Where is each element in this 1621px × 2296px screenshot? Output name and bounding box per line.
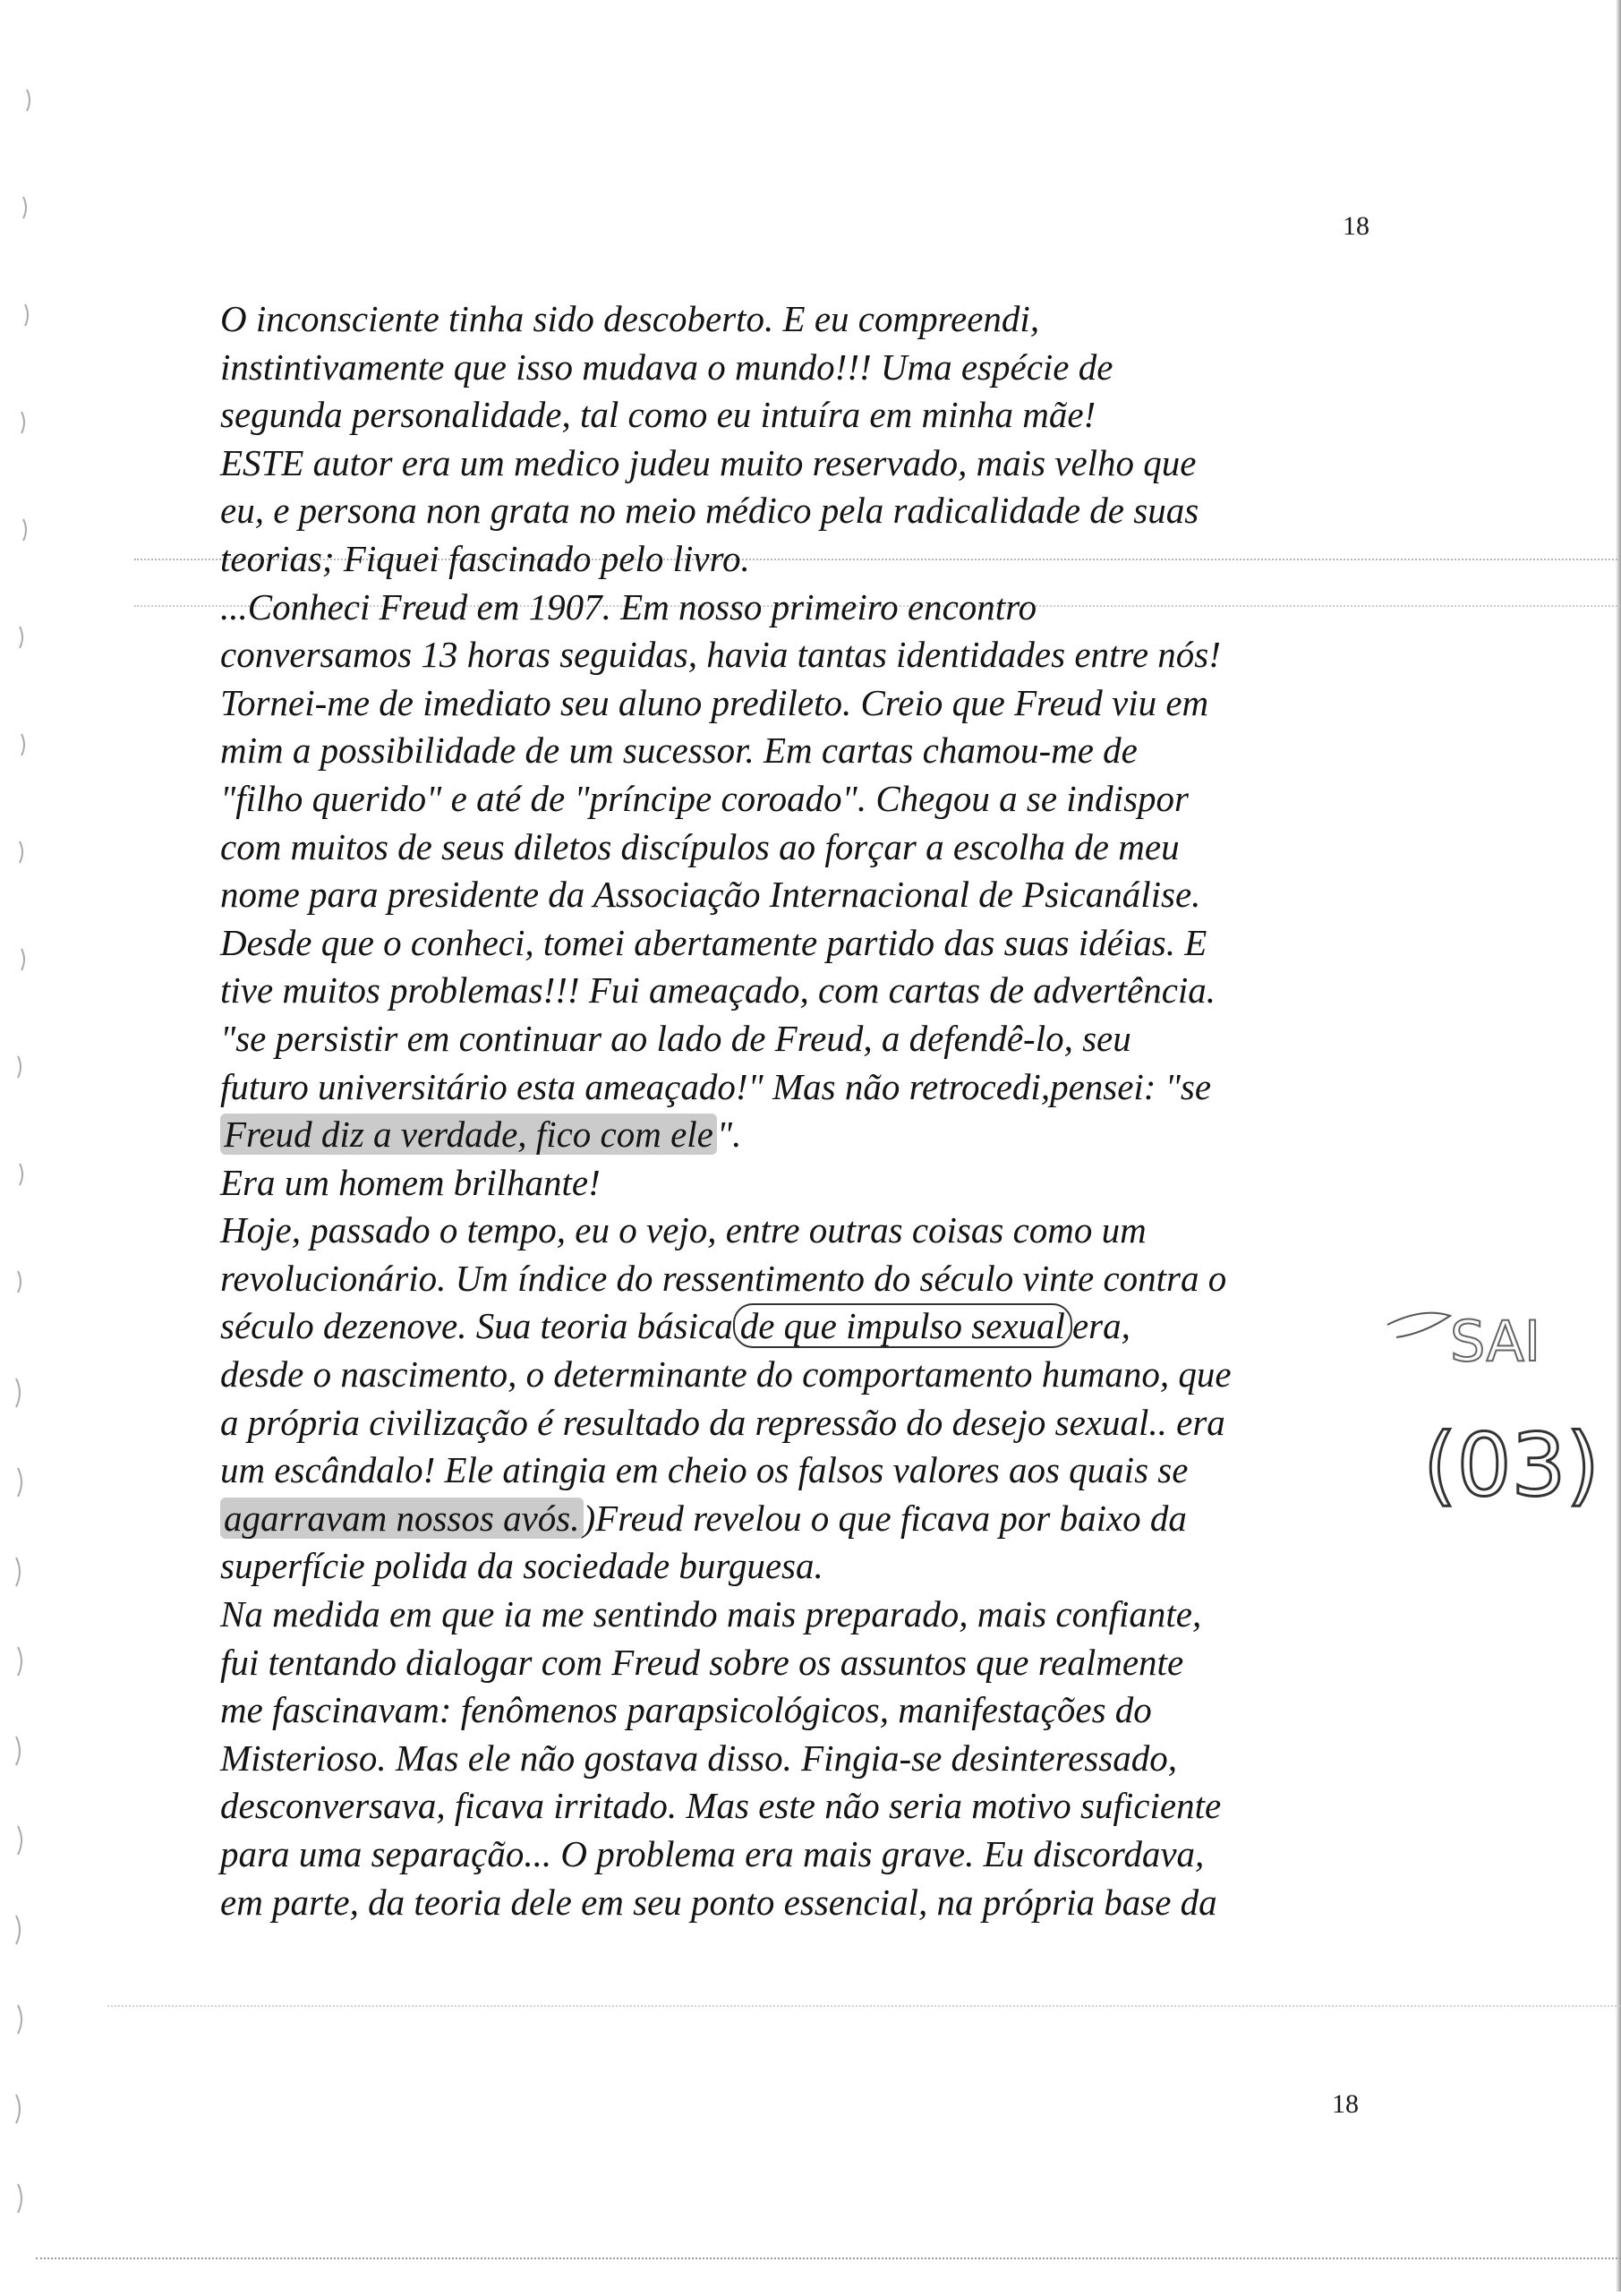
text-line: "filho querido" e até de "príncipe coroado". Chegou a se indispor [220,777,1189,819]
text-line: teorias; Fiquei fascinado pelo livro. [220,537,750,579]
text-line: revolucionário. Um índice do ressentimento do século vinte contra o [220,1257,1227,1299]
scan-artifact-line [107,2005,1620,2009]
text-line [220,1495,1411,1543]
text-line: segunda personalidade, tal como eu intuíra em minha mãe! [220,394,1096,436]
text-line: Hoje, passado o tempo, eu o vejo, entre outras coisas como um [220,1209,1147,1251]
text-line: futuro universitário esta ameaçado!" Mas não retrocedi,pensei: "se [220,1065,1212,1107]
text-line: fui tentando dialogar com Freud sobre os assuntos que realmente [220,1641,1184,1683]
text-segment: século dezenove. Sua teoria básica [220,1305,733,1347]
page-number-bottom: 18 [1332,2089,1359,2119]
text-line: superfície polida da sociedade burguesa. [220,1545,823,1587]
text-line: um escândalo! Ele atingia em cheio os falsos valores aos quais se [220,1449,1189,1491]
text-line: mim a possibilidade de um sucessor. Em cartas chamou-me de [220,730,1138,772]
page-number-top: 18 [1343,211,1369,241]
highlighted-text: agarravam nossos avós. [220,1498,584,1539]
text-line: instintivamente que isso mudava o mundo!!! Uma espécie de [220,346,1113,388]
scan-left-edge [0,0,63,2292]
text-line: para uma separação... O problema era mais grave. Eu discordava, [220,1833,1205,1874]
text-line: Era um homem brilhante! [220,1161,601,1203]
text-segment: ". [716,1114,742,1156]
text-segment: )Freud revelou o que ficava por baixo da [583,1497,1187,1539]
text-line: me fascinavam: fenômenos parapsicológicos, manifestações do [220,1689,1152,1731]
text-line: ...Conheci Freud em 1907. Em nosso primeiro encontro [220,585,1037,627]
text-line [220,1111,1411,1159]
text-line: conversamos 13 horas seguidas, havia tantas identidades entre nós! [220,634,1221,676]
text-line [220,1302,1411,1351]
body-text [220,295,1411,1926]
text-line: tive muitos problemas!!! Fui ameaçado, com cartas de advertência. [220,969,1216,1011]
text-line: desde o nascimento, o determinante do comportamento humano, que [220,1353,1232,1396]
text-line: com muitos de seus diletos discípulos ao forçar a escolha de meu [220,825,1180,867]
scan-artifact-line [36,2258,1621,2261]
handwritten-margin-note [1369,1289,1620,1575]
text-line: em parte, da teoria dele em seu ponto essencial, na própria base da [220,1881,1217,1923]
highlighted-text: Freud diz a verdade, fico com ele [220,1114,717,1155]
text-line: eu, e persona non grata no meio médico pela radicalidade de suas [220,490,1199,532]
text-line: desconversava, ficava irritado. Mas este não seria motivo suficiente [220,1785,1222,1827]
scan-right-edge [1616,0,1621,2292]
text-line: a própria civilização é resultado da repressão do desejo sexual.. era [220,1401,1225,1443]
text-line: Tornei-me de imediato seu aluno predileto. Creio que Freud viu em [220,681,1209,723]
text-line: ESTE autor era um medico judeu muito reservado, mais velho que [220,441,1197,483]
text-segment: era, [1071,1305,1130,1347]
text-line: Misterioso. Mas ele não gostava disso. Fingia-se desinteressado, [220,1737,1177,1779]
margin-note-text-2: (03) [1423,1415,1600,1515]
text-line: Desde que o conheci, tomei abertamente partido das suas idéias. E [220,921,1207,963]
text-line: "se persistir em continuar ao lado de Freud, a defendê-lo, seu [220,1017,1131,1059]
circled-text: de que impulso sexual [733,1303,1072,1348]
margin-note-text-1: SAI [1450,1309,1541,1374]
text-line: Na medida em que ia me sentindo mais preparado, mais confiante, [220,1593,1202,1635]
text-line: O inconsciente tinha sido descoberto. E eu compreendi, [220,298,1040,339]
text-line: nome para presidente da Associação Internacional de Psicanálise. [220,874,1201,916]
